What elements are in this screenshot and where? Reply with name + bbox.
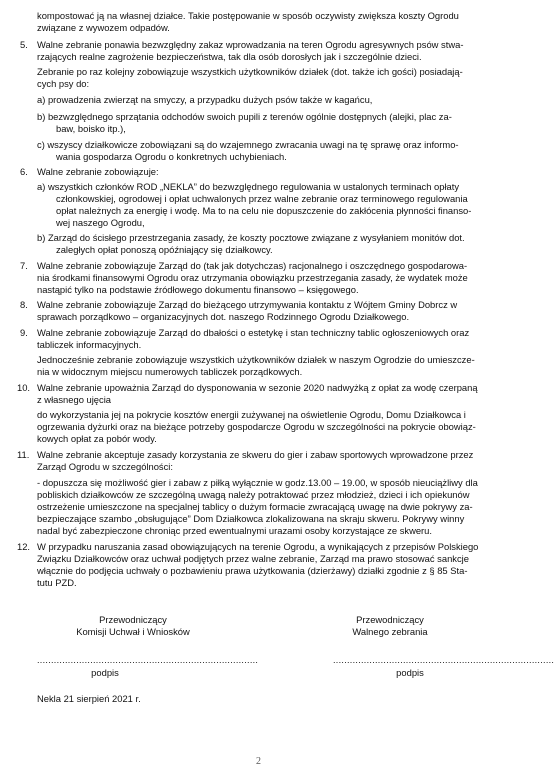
text-line: tutu PZD.: [37, 577, 77, 588]
text-line: Walne zebranie zobowiązuje Zarząd do (tak jak dotychczas) racjonalnego i oszczędnego gospodarowa-: [37, 260, 468, 271]
text-line: wej naszego Ogrodu,: [56, 217, 145, 228]
text-line: bezpieczające szambo „obsługujące” Dom Działkowca zlokalizowana na skraju skweru. Pokrywy winny: [37, 513, 465, 524]
text-line: Walne zebranie zobowiązuje Zarząd do dbałości o estetykę i stan techniczny tablic ogłoszeniowych oraz: [37, 327, 470, 338]
text-line: ogrzewania dyżurki oraz na bieżące potrzeby gospodarcze Ogrodu w szczególności na pokrycie obowiąz-: [37, 421, 476, 432]
right-signature-title: Przewodniczący: [356, 614, 424, 625]
item-number: 11.: [17, 449, 30, 460]
text-line: pobliskich działkowców ze szczególną uwagą należy potraktować przez młodzież, dzieci i ich opiekunów: [37, 489, 470, 500]
right-signature-line: ...............................................................................: [333, 655, 554, 665]
text-line: a) wszystkich członków ROD „NEKLA” do bezwzględnego regulowania w ustalonych terminach opłaty: [37, 181, 460, 192]
right-sign-label: podpis: [396, 667, 424, 678]
text-line: c) wszyscy działkowicze zobowiązani są do wzajemnego zwracania uwagi na tę sprawę oraz informo-: [37, 139, 459, 150]
text-line: Zebranie po raz kolejny zobowiązuje wszystkich użytkowników działek (dot. także ich gości) posiadają-: [37, 66, 463, 77]
left-signature-subtitle: Komisji Uchwał i Wniosków: [76, 626, 190, 637]
item-number: 10.: [17, 382, 31, 393]
text-line: Jednocześnie zebranie zobowiązuje wszystkich użytkowników działek w naszym Ogrodzie do umieszcze-: [37, 354, 475, 365]
left-signature-title: Przewodniczący: [99, 614, 167, 625]
text-line: wania gospodarza Ogrodu o konkretnych uchybieniach.: [56, 151, 287, 162]
text-line: Związku Działkowców oraz uchwał podjętych przez walne zebranie, Zarząd ma prawo stosować sankcje: [37, 553, 469, 564]
item-number: 9.: [20, 327, 28, 338]
text-line: cych psy do:: [37, 78, 90, 89]
text-line: rzających realne zagrożenie bezpieczeństwa, tak dla osób dorosłych jak i szczególnie dzieci.: [37, 51, 422, 62]
text-line: Walne zebranie akceptuje zasady korzystania ze skweru do gier i zabaw sportowych wprowadzone przez: [37, 449, 474, 460]
text-line: kowych opłat za pobór wody.: [37, 433, 157, 444]
page-number: 2: [256, 756, 261, 767]
place-date: Nekla 21 sierpień 2021 r.: [37, 693, 141, 704]
text-line: nadal być zabezpieczone chroniąc przed ewentualnymi urazami osoby korzystające ze skweru.: [37, 525, 432, 536]
text-line: baw, boisko itp.),: [56, 123, 126, 134]
text-line: Zarząd Ogrodu w szczególności:: [37, 461, 173, 472]
text-line: Walne zebranie upoważnia Zarząd do dysponowania w sezonie 2020 nadwyżką z opłat za wodę czerpaną: [37, 382, 478, 393]
text-line: zaległych opłat ponoszą opóźniający się działkowcy.: [56, 244, 273, 255]
text-line: b) Zarząd do ścisłego przestrzegania zasady, że koszty pocztowe związane z wysyłaniem monitów dot.: [37, 232, 465, 243]
text-line: a) prowadzenia zwierząt na smyczy, a przypadku dużych psów także w kagańcu,: [37, 94, 373, 105]
left-signature-line: ...............................................................................: [37, 655, 259, 665]
text-line: nastąpić tylko na podstawie źródłowego dokumentu finansowo – księgowego.: [37, 284, 359, 295]
text-line: związane z wywozem odpadów.: [37, 22, 170, 33]
text-line: kompostować ją na własnej działce. Takie postępowanie w sposób oczywisty zwiększa koszty Ogrodu: [37, 10, 459, 21]
text-line: - dopuszcza się możliwość gier i zabaw z piłką wyłącznie w godz.13.00 – 19.00, w sposób nieuciążliwy dla: [37, 477, 478, 488]
text-line: członkowskiej, ogrodowej i opłat uchwalonych przez walne zebranie oraz terminowego regulowania: [56, 193, 468, 204]
right-signature-subtitle: Walnego zebrania: [352, 626, 428, 637]
text-line: W przypadku naruszania zasad obowiązujących na terenie Ogrodu, a wynikających z przepisów Polskiego: [37, 541, 479, 552]
text-line: tabliczek informacyjnych.: [37, 339, 142, 350]
text-line: Walne zebranie zobowiązuje:: [37, 166, 159, 177]
item-number: 6.: [20, 166, 28, 177]
text-line: Walne zebranie ponawia bezwzględny zakaz wprowadzania na teren Ogrodu agresywnych psów stwa-: [37, 39, 464, 50]
text-line: ostrzeżenie umieszczone na specjalnej tablicy o dużym formacie zwracającą uwagę na dwie pokrywy za-: [37, 501, 473, 512]
item-number: 5.: [20, 39, 28, 50]
item-number: 12.: [17, 541, 31, 552]
item-number: 8.: [20, 299, 28, 310]
text-line: nia środkami finansowymi Ogrodu oraz utrzymania obowiązku przestrzegania zasady, że wydatek może: [37, 272, 468, 283]
text-line: włącznie do podjęcia uchwały o pozbawieniu prawa użytkowania (dzierżawy) działki zgodnie z § 85 Sta-: [37, 565, 468, 576]
text-line: do wykorzystania jej na pokrycie kosztów energii zużywanej na oświetlenie Ogrodu, Domu Działkowca i: [37, 409, 466, 420]
left-sign-label: podpis: [91, 667, 119, 678]
text-line: nia w widocznym miejscu numerowych tabliczek porządkowych.: [37, 366, 303, 377]
text-line: opłat należnych za energię i wodę. Ma to na celu nie dopuszczenie do zakłócenia płynności finanso-: [56, 205, 472, 216]
text-line: sprawach porządkowo – organizacyjnych dot. naszego Rodzinnego Ogrodu Działkowego.: [37, 311, 410, 322]
item-number: 7.: [20, 260, 28, 271]
text-line: Walne zebranie zobowiązuje Zarząd do bieżącego utrzymywania kontaktu z Wójtem Gminy Dobrcz w: [37, 299, 458, 310]
text-line: z własnego ujęcia: [37, 394, 112, 405]
text-line: b) bezwzględnego sprzątania odchodów swoich pupili z terenów ogólnie dostępnych (alejki, plac za-: [37, 111, 452, 122]
